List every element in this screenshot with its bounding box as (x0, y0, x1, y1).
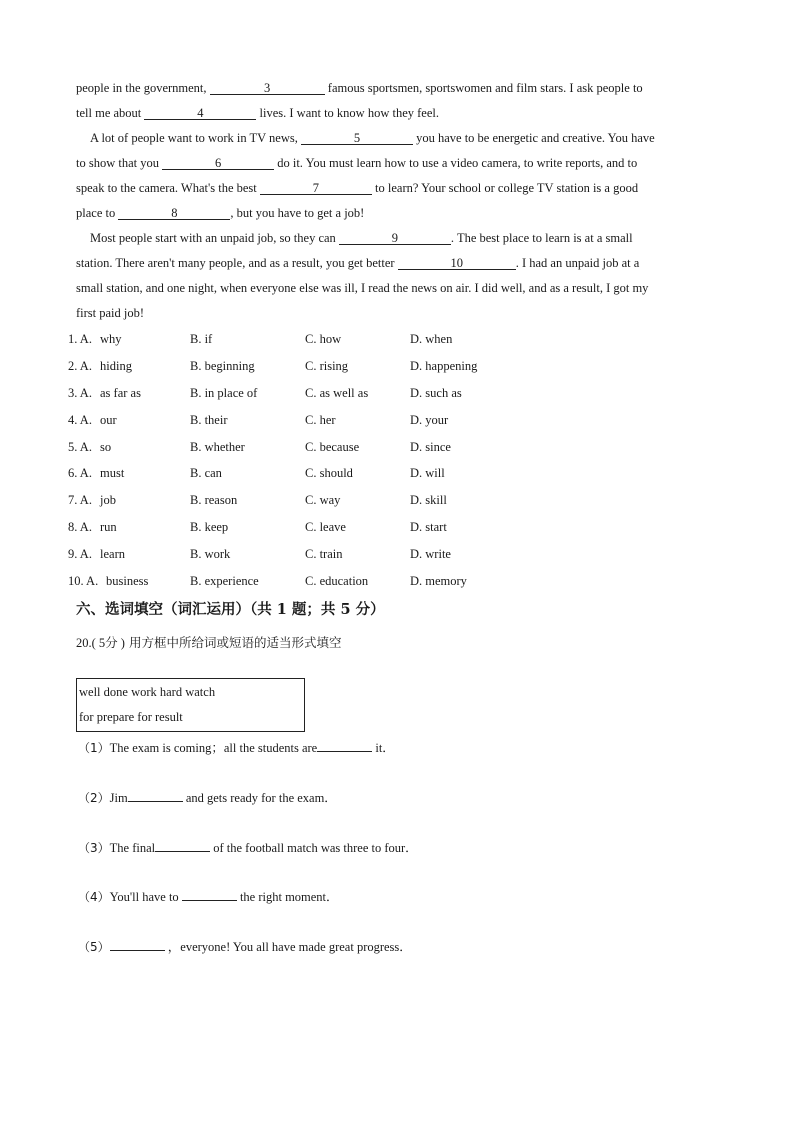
option-d: D. write (410, 547, 451, 561)
option-number: 5. A. (68, 440, 92, 454)
fill-text: ，everyone! You all have made great progress． (164, 940, 412, 954)
option-b: B. if (190, 332, 213, 346)
option-c: C. rising (305, 359, 349, 373)
fill-number: （4） (78, 890, 110, 904)
word-bank-box (76, 678, 305, 732)
option-a: run (100, 520, 117, 534)
fill-item-5 (78, 937, 412, 955)
fill-text: The exam is coming；all the students are (109, 741, 318, 755)
option-number: 8. A. (68, 520, 92, 534)
option-d: D. start (410, 520, 447, 534)
option-c: C. her (305, 413, 336, 427)
answer-blank[interactable] (155, 840, 210, 852)
option-d: D. will (410, 466, 445, 480)
option-a: must (100, 466, 125, 480)
passage-text: place to (76, 206, 119, 220)
passage-line-4 (76, 156, 637, 171)
passage-text: to show that you (76, 156, 163, 170)
option-d: D. memory (410, 574, 467, 588)
option-d: D. skill (410, 493, 447, 507)
passage-text: A lot of people want to work in TV news, (90, 131, 301, 145)
blank-7: 7 (260, 182, 372, 195)
question-points: ( 5分 ) (91, 636, 125, 650)
passage-line-5 (76, 181, 638, 196)
fill-number: （2） (78, 791, 110, 805)
passage-line-9: small station, and one night, when everyone else was ill, I read the news on air. I did well, and as a result, I got my (76, 281, 649, 295)
option-a: business (106, 574, 149, 588)
option-b: B. experience (190, 574, 259, 588)
option-number: 1. A. (68, 332, 92, 346)
blank-6: 6 (162, 157, 274, 170)
option-a: as far as (100, 386, 141, 400)
fill-item-4 (78, 887, 339, 905)
option-b: B. beginning (190, 359, 255, 373)
option-c: C. leave (305, 520, 346, 534)
fill-text: Jim (109, 791, 128, 805)
passage-text: . I had an unpaid job at a (515, 256, 640, 270)
answer-blank[interactable] (128, 790, 183, 802)
option-c: C. because (305, 440, 360, 454)
word-bank-row-2: for prepare for result (79, 710, 183, 724)
fill-text: and gets ready for the exam． (182, 791, 337, 805)
option-number: 7. A. (68, 493, 92, 507)
blank-10: 10 (398, 257, 516, 270)
option-a: so (100, 440, 112, 454)
fill-text: the right moment． (236, 890, 339, 904)
passage-text: you have to be energetic and creative. You have (412, 131, 655, 145)
passage-text: do it. You must learn how to use a video camera, to write reports, and to (274, 156, 638, 170)
passage-text: Most people start with an unpaid job, so they can (90, 231, 339, 245)
option-b: B. reason (190, 493, 238, 507)
passage-line-7 (90, 231, 633, 246)
option-d: D. when (410, 332, 453, 346)
option-b: B. their (190, 413, 228, 427)
option-a: why (100, 332, 122, 346)
question-number: 20. (76, 636, 92, 650)
fill-number: （3） (78, 841, 110, 855)
passage-line-8 (76, 256, 639, 271)
passage-line-10: first paid job! (76, 306, 145, 320)
blank-9: 9 (339, 232, 451, 245)
passage-text: tell me about (76, 106, 145, 120)
question-title (76, 633, 341, 651)
question-instruction: 用方框中所给词或短语的适当形式填空 (128, 635, 342, 650)
option-d: D. your (410, 413, 449, 427)
option-b: B. in place of (190, 386, 258, 400)
option-number: 10. A. (68, 574, 99, 588)
blank-5: 5 (301, 132, 413, 145)
passage-line-2 (76, 106, 439, 121)
passage-line-3 (90, 131, 655, 146)
option-d: D. such as (410, 386, 462, 400)
option-c: C. education (305, 574, 369, 588)
option-number: 2. A. (68, 359, 92, 373)
passage-text: , but you have to get a job! (230, 206, 365, 220)
fill-item-1 (78, 738, 395, 756)
passage-text: speak to the camera. What's the best (76, 181, 260, 195)
blank-3: 3 (210, 82, 325, 95)
fill-text: it． (372, 741, 395, 755)
blank-4: 4 (144, 107, 256, 120)
fill-text: of the football match was three to four． (210, 841, 418, 855)
passage-text: famous sportsmen, sportswomen and film stars. I ask people to (324, 81, 643, 95)
option-number: 9. A. (68, 547, 92, 561)
option-c: C. how (305, 332, 342, 346)
option-number: 3. A. (68, 386, 92, 400)
option-a: our (100, 413, 117, 427)
answer-blank[interactable] (317, 740, 372, 752)
option-number: 6. A. (68, 466, 92, 480)
option-c: C. should (305, 466, 353, 480)
fill-text: You'll have to (109, 890, 182, 904)
option-b: B. can (190, 466, 222, 480)
fill-item-2 (78, 788, 337, 806)
option-a: job (100, 493, 116, 507)
passage-text: . The best place to learn is at a small (450, 231, 633, 245)
passage-text: to learn? Your school or college TV station is a good (371, 181, 639, 195)
fill-number: （5） (78, 940, 110, 954)
answer-blank[interactable] (182, 889, 237, 901)
passage-text: lives. I want to know how they feel. (256, 106, 439, 120)
option-b: B. work (190, 547, 231, 561)
passage-line-1 (76, 81, 643, 96)
option-d: D. happening (410, 359, 478, 373)
option-a: learn (100, 547, 125, 561)
section-title: 六、选词填空（词汇运用）（共 1 题；共 5 分） (76, 601, 385, 618)
option-b: B. whether (190, 440, 245, 454)
fill-number: （1） (78, 741, 110, 755)
option-d: D. since (410, 440, 451, 454)
blank-8: 8 (118, 207, 230, 220)
option-c: C. way (305, 493, 341, 507)
word-bank-row-1: well done work hard watch (79, 685, 216, 699)
option-a: hiding (100, 359, 132, 373)
option-c: C. as well as (305, 386, 369, 400)
option-b: B. keep (190, 520, 229, 534)
passage-text: station. There aren't many people, and as a result, you get better (76, 256, 398, 270)
fill-item-3 (78, 838, 418, 856)
answer-blank[interactable] (110, 939, 165, 951)
passage-text: people in the government, (76, 81, 210, 95)
option-c: C. train (305, 547, 343, 561)
passage-line-6 (76, 206, 364, 221)
option-number: 4. A. (68, 413, 92, 427)
fill-text: The final (109, 841, 156, 855)
